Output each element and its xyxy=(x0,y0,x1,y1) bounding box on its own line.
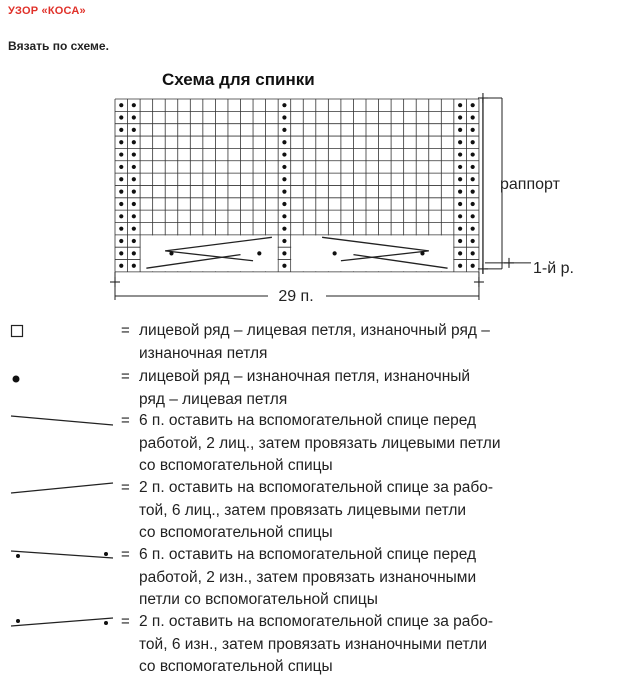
purl-dot xyxy=(132,214,136,218)
stitch-count-label: 29 п. xyxy=(278,288,314,305)
legend-line: той, 6 изн., затем провязать изнаночными петли xyxy=(139,635,487,653)
purl-dot xyxy=(119,103,123,107)
purl-dot xyxy=(132,227,136,231)
purl-dot xyxy=(471,251,475,255)
purl-dot xyxy=(282,202,286,206)
purl-dot xyxy=(119,214,123,218)
purl-dot xyxy=(471,190,475,194)
purl-dot xyxy=(132,190,136,194)
legend-equals: = xyxy=(121,368,130,385)
legend-line: 2 п. оставить на вспомогательной спице за рабо- xyxy=(139,479,494,496)
purl-dot xyxy=(132,239,136,243)
purl-dot xyxy=(282,177,286,181)
legend-line: со вспомогательной спицы xyxy=(139,457,333,474)
purl-dot xyxy=(458,214,462,218)
legend-line: лицевой ряд – изнаночная петля, изнаночный xyxy=(139,368,471,385)
legend-line: работой, 2 лиц., затем провязать лицевыми петли xyxy=(139,434,501,452)
chart-cable-crossings xyxy=(141,235,454,271)
cable-dot xyxy=(333,251,337,255)
purl-dot xyxy=(471,202,475,206)
purl-dot xyxy=(471,264,475,268)
legend-equals: = xyxy=(121,479,130,496)
rapport-label: раппорт xyxy=(500,176,560,193)
purl-dot xyxy=(132,152,136,156)
purl-dot xyxy=(471,214,475,218)
purl-dot xyxy=(471,128,475,132)
legend-line: 6 п. оставить на вспомогательной спице перед xyxy=(139,546,477,563)
purl-dot xyxy=(119,165,123,169)
cable-dot xyxy=(257,251,261,255)
purl-dot xyxy=(471,115,475,119)
dot-icon xyxy=(0,366,120,396)
purl-dot xyxy=(119,251,123,255)
purl-dot xyxy=(471,177,475,181)
legend-equals: = xyxy=(121,412,130,429)
purl-dot xyxy=(458,177,462,181)
purl-dot xyxy=(119,128,123,132)
purl-dot xyxy=(458,251,462,255)
legend-line: со вспомогательной спицы xyxy=(139,524,333,541)
legend-line: лицевой ряд – лицевая петля, изнаночный ряд – xyxy=(139,322,490,339)
purl-dot xyxy=(132,128,136,132)
purl-dot xyxy=(471,140,475,144)
pattern-title: УЗОР «КОСА» xyxy=(8,5,86,17)
purl-dot xyxy=(132,140,136,144)
chart-title: Схема для спинки xyxy=(162,70,315,89)
legend-line: той, 6 лиц., затем провязать лицевыми петли xyxy=(139,501,467,519)
instruction-text: Вязать по схеме. xyxy=(8,39,109,53)
purl-dot xyxy=(282,128,286,132)
purl-dot xyxy=(458,190,462,194)
purl-dot xyxy=(132,264,136,268)
purl-dot xyxy=(282,227,286,231)
purl-dot xyxy=(458,264,462,268)
purl-dot xyxy=(119,202,123,206)
purl-dot xyxy=(471,165,475,169)
purl-dot xyxy=(458,165,462,169)
legend-line: со вспомогательной спицы xyxy=(139,658,333,675)
purl-dot xyxy=(282,190,286,194)
purl-dot xyxy=(282,264,286,268)
cable-dot xyxy=(420,251,424,255)
cable-right-purl-icon xyxy=(0,544,120,574)
purl-dot xyxy=(119,239,123,243)
purl-dot xyxy=(458,103,462,107)
purl-dot xyxy=(132,165,136,169)
legend-line: 2 п. оставить на вспомогательной спице за рабо- xyxy=(139,613,494,630)
legend-line: 6 п. оставить на вспомогательной спице перед xyxy=(139,412,477,429)
purl-dot xyxy=(282,152,286,156)
legend-equals: = xyxy=(121,546,130,563)
cable-left-purl-icon xyxy=(0,611,120,641)
purl-dot xyxy=(119,264,123,268)
cable-right-icon xyxy=(0,410,120,440)
purl-dot xyxy=(282,165,286,169)
purl-dot xyxy=(471,239,475,243)
purl-dot xyxy=(458,202,462,206)
purl-dot xyxy=(458,140,462,144)
cable-dot xyxy=(169,251,173,255)
purl-dot xyxy=(282,239,286,243)
purl-dot xyxy=(119,190,123,194)
purl-dot xyxy=(119,177,123,181)
purl-dot xyxy=(132,251,136,255)
purl-dot xyxy=(282,115,286,119)
purl-dot xyxy=(132,115,136,119)
purl-dot xyxy=(458,239,462,243)
empty-square-icon xyxy=(0,320,120,350)
purl-dot xyxy=(471,152,475,156)
purl-dot xyxy=(458,115,462,119)
purl-dot xyxy=(282,103,286,107)
purl-dot xyxy=(458,128,462,132)
purl-dot xyxy=(458,227,462,231)
purl-dot xyxy=(282,251,286,255)
purl-dot xyxy=(119,115,123,119)
purl-dot xyxy=(282,140,286,144)
purl-dot xyxy=(119,152,123,156)
purl-dot xyxy=(282,214,286,218)
purl-dot xyxy=(132,177,136,181)
cable-left-icon xyxy=(0,477,120,507)
legend-line: ряд – лицевая петля xyxy=(139,390,288,408)
legend-equals: = xyxy=(121,613,130,630)
purl-dot xyxy=(132,103,136,107)
purl-dot xyxy=(458,152,462,156)
knitting-chart xyxy=(0,0,630,320)
legend-line: изнаночная петля xyxy=(139,344,268,362)
purl-dot xyxy=(471,103,475,107)
purl-dot xyxy=(132,202,136,206)
legend-line: работой, 2 изн., затем провязать изнаночными xyxy=(139,568,477,586)
first-row-label: 1-й р. xyxy=(533,260,574,277)
purl-dot xyxy=(119,140,123,144)
purl-dot xyxy=(471,227,475,231)
legend-equals: = xyxy=(121,322,130,339)
purl-dot xyxy=(119,227,123,231)
legend-line: петли со вспомогательной спицы xyxy=(139,591,378,608)
